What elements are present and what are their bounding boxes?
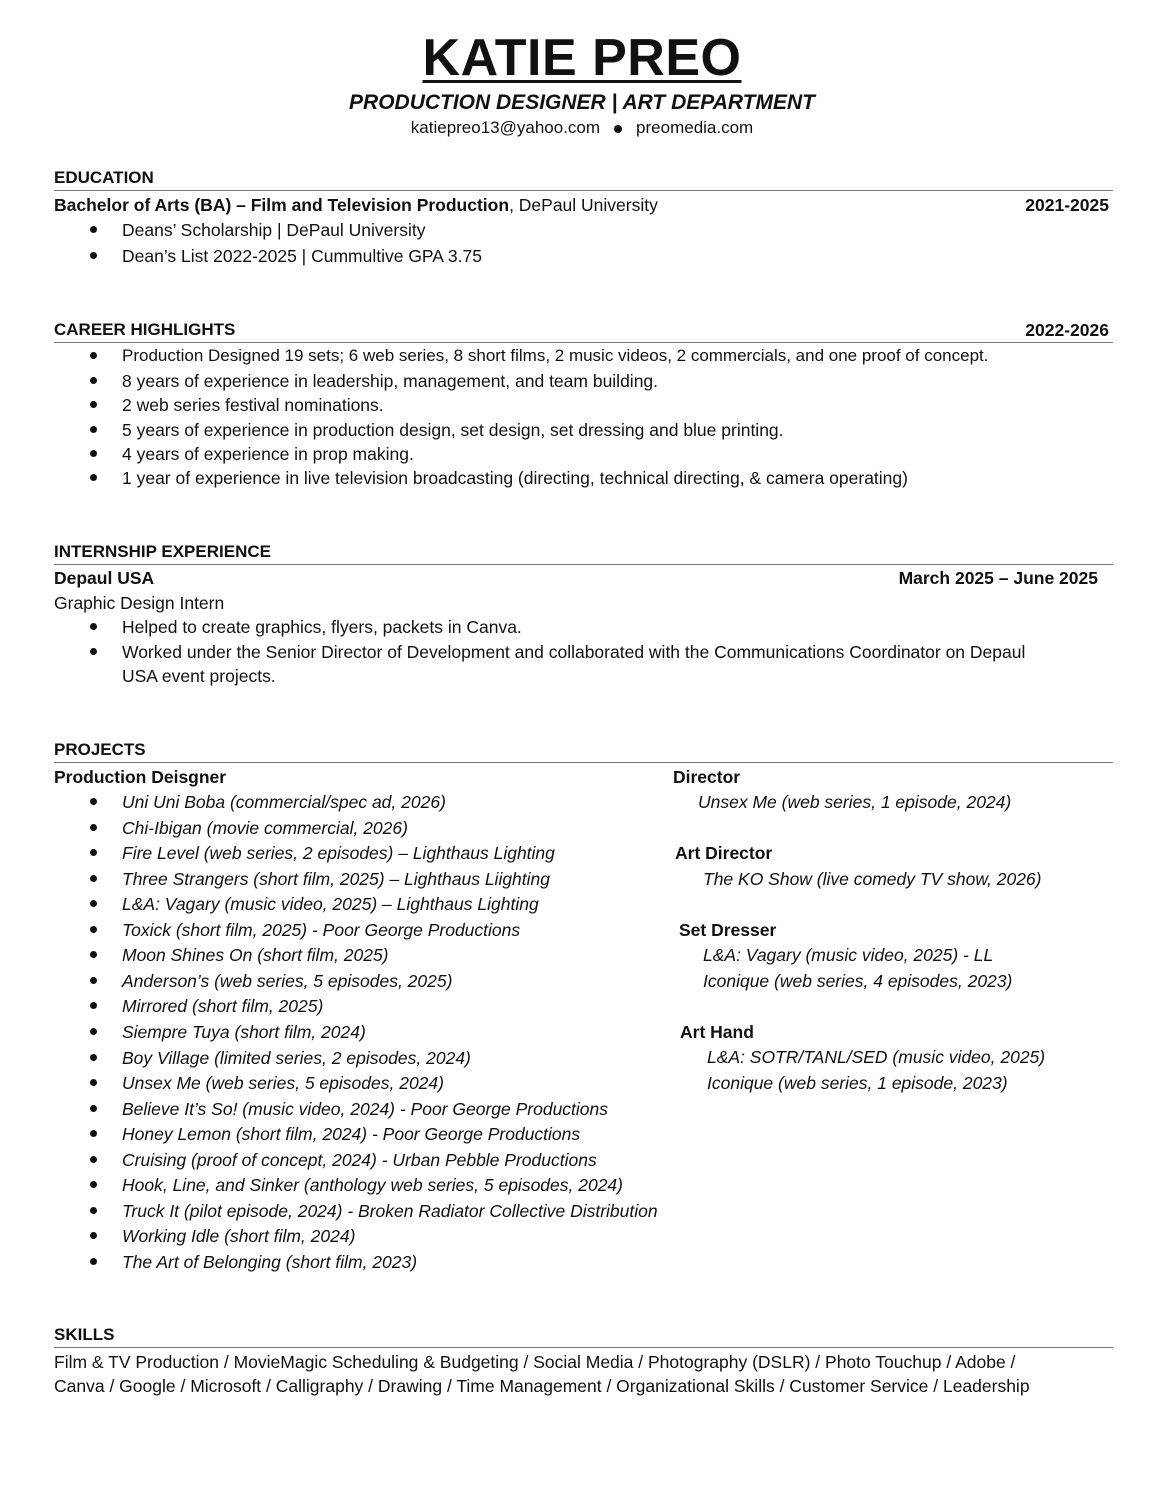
production-designer-credit: Honey Lemon (short film, 2024) - Poor George Productions xyxy=(122,1124,581,1144)
section-divider xyxy=(54,762,1113,763)
bullet-icon xyxy=(90,252,97,259)
art-hand-credit: Iconique (web series, 1 episode, 2023) xyxy=(707,1073,1008,1093)
bullet-icon xyxy=(90,450,97,457)
degree-name: Bachelor of Arts (BA) – Film and Television Production xyxy=(54,195,510,215)
production-designer-credit: Uni Uni Boba (commercial/spec ad, 2026) xyxy=(122,792,446,812)
production-designer-credit: Chi-Ibigan (movie commercial, 2026) xyxy=(122,818,408,838)
section-divider xyxy=(54,1347,1113,1348)
career-bullet: Production Designed 19 sets; 6 web series, 8 short films, 2 music videos, 2 commercials, and one proof of concept. xyxy=(122,346,989,365)
art-hand-credit: L&A: SOTR/TANL/SED (music video, 2025) xyxy=(707,1047,1046,1067)
production-designer-credit: The Art of Belonging (short film, 2023) xyxy=(122,1252,418,1272)
set-dresser-credit: Iconique (web series, 4 episodes, 2023) xyxy=(703,971,1013,991)
education-bullet: Deans’ Scholarship | DePaul University xyxy=(122,220,426,240)
section-title-career: CAREER HIGHLIGHTS xyxy=(54,320,236,339)
bullet-separator-icon xyxy=(614,125,622,133)
bullet-icon xyxy=(90,900,97,907)
bullet-icon xyxy=(90,1002,97,1009)
education-dates: 2021-2025 xyxy=(1025,195,1109,215)
section-title-skills: SKILLS xyxy=(54,1325,115,1344)
production-designer-credit: Siempre Tuya (short film, 2024) xyxy=(122,1022,366,1042)
career-bullet: 5 years of experience in production design, set design, set dressing and blue printing. xyxy=(122,420,784,440)
contact-line xyxy=(0,118,1164,138)
art-director-label: Art Director xyxy=(675,843,773,863)
career-bullet: 1 year of experience in live television broadcasting (directing, technical directing, & camera operating) xyxy=(122,468,908,488)
bullet-icon xyxy=(90,798,97,805)
bullet-icon xyxy=(90,849,97,856)
career-dates: 2022-2026 xyxy=(1025,320,1109,340)
bullet-icon xyxy=(90,1105,97,1112)
bullet-icon xyxy=(90,648,97,655)
bullet-icon xyxy=(90,1079,97,1086)
production-designer-credit: Believe It’s So! (music video, 2024) - Poor George Productions xyxy=(122,1099,609,1119)
director-credit: Unsex Me (web series, 1 episode, 2024) xyxy=(698,792,1012,812)
job-title: PRODUCTION DESIGNER | ART DEPARTMENT xyxy=(349,91,815,114)
production-designer-credit: Three Strangers (short film, 2025) – Lighthaus Liighting xyxy=(122,869,551,889)
production-designer-credit: Hook, Line, and Sinker (anthology web series, 5 episodes, 2024) xyxy=(122,1175,623,1195)
bullet-icon xyxy=(90,226,97,233)
bullet-icon xyxy=(90,824,97,831)
bullet-icon xyxy=(90,1207,97,1214)
production-designer-credit: Fire Level (web series, 2 episodes) – Lighthaus Lighting xyxy=(122,843,555,863)
bullet-icon xyxy=(90,352,97,359)
production-designer-credit: L&A: Vagary (music video, 2025) – Lighthaus Lighting xyxy=(122,894,539,914)
section-title-education: EDUCATION xyxy=(54,168,154,187)
bullet-icon xyxy=(90,474,97,481)
bullet-icon xyxy=(90,951,97,958)
bullet-icon xyxy=(90,1181,97,1188)
production-designer-credit: Boy Village (limited series, 2 episodes, 2024) xyxy=(122,1048,471,1068)
internship-bullet: Helped to create graphics, flyers, packets in Canva. xyxy=(122,617,522,637)
bullet-icon xyxy=(90,377,97,384)
website-link[interactable]: preomedia.com xyxy=(636,118,754,137)
production-designer-credit: Mirrored (short film, 2025) xyxy=(122,996,324,1016)
internship-role: Graphic Design Intern xyxy=(54,593,225,613)
bullet-icon xyxy=(90,401,97,408)
bullet-icon xyxy=(90,977,97,984)
production-designer-credit: Moon Shines On (short film, 2025) xyxy=(122,945,389,965)
name-heading: KATIE PREO xyxy=(422,29,742,87)
production-designer-credit: Anderson’s (web series, 5 episodes, 2025) xyxy=(122,971,453,991)
production-designer-label: Production Deisgner xyxy=(54,767,227,787)
career-bullet: 2 web series festival nominations. xyxy=(122,395,384,415)
internship-org: Depaul USA xyxy=(54,568,155,588)
production-designer-credit: Unsex Me (web series, 5 episodes, 2024) xyxy=(122,1073,444,1093)
art-hand-label: Art Hand xyxy=(680,1022,754,1042)
internship-dates: March 2025 – June 2025 xyxy=(898,568,1098,588)
bullet-icon xyxy=(90,1130,97,1137)
director-label: Director xyxy=(673,767,741,787)
skills-line: Canva / Google / Microsoft / Calligraphy / Drawing / Time Management / Organizational Skills / Customer Service / Leadership xyxy=(54,1376,1030,1396)
career-bullet: 8 years of experience in leadership, management, and team building. xyxy=(122,371,659,391)
section-title-internship: INTERNSHIP EXPERIENCE xyxy=(54,542,271,561)
bullet-icon xyxy=(90,623,97,630)
production-designer-credit: Working Idle (short film, 2024) xyxy=(122,1226,356,1246)
education-bullet: Dean’s List 2022-2025 | Cummultive GPA 3.75 xyxy=(122,246,482,266)
bullet-icon xyxy=(90,926,97,933)
bullet-icon xyxy=(90,1156,97,1163)
art-director-credit: The KO Show (live comedy TV show, 2026) xyxy=(703,869,1042,889)
production-designer-credit: Toxick (short film, 2025) - Poor George Productions xyxy=(122,920,521,940)
section-divider xyxy=(54,342,1113,343)
set-dresser-label: Set Dresser xyxy=(679,920,777,940)
skills-line: Film & TV Production / MovieMagic Scheduling & Budgeting / Social Media / Photography (DSLR) / Photo Touchup / Adobe / xyxy=(54,1352,1016,1372)
career-bullet: 4 years of experience in prop making. xyxy=(122,444,414,464)
bullet-icon xyxy=(90,426,97,433)
section-divider xyxy=(54,190,1113,191)
education-degree-line xyxy=(54,195,658,215)
bullet-icon xyxy=(90,1028,97,1035)
section-title-projects: PROJECTS xyxy=(54,740,146,759)
email-link[interactable]: katiepreo13@yahoo.com xyxy=(410,118,601,137)
bullet-icon xyxy=(90,1232,97,1239)
production-designer-credit: Cruising (proof of concept, 2024) - Urban Pebble Productions xyxy=(122,1150,597,1170)
bullet-icon xyxy=(90,1258,97,1265)
internship-bullet-continued: USA event projects. xyxy=(122,666,276,686)
school-name: , DePaul University xyxy=(509,195,658,215)
section-divider xyxy=(54,564,1113,565)
internship-bullet: Worked under the Senior Director of Development and collaborated with the Communications Coordinator on Depaul xyxy=(122,642,1026,662)
bullet-icon xyxy=(90,1054,97,1061)
production-designer-credit: Truck It (pilot episode, 2024) - Broken Radiator Collective Distribution xyxy=(122,1201,658,1221)
bullet-icon xyxy=(90,875,97,882)
set-dresser-credit: L&A: Vagary (music video, 2025) - LL xyxy=(703,945,994,965)
